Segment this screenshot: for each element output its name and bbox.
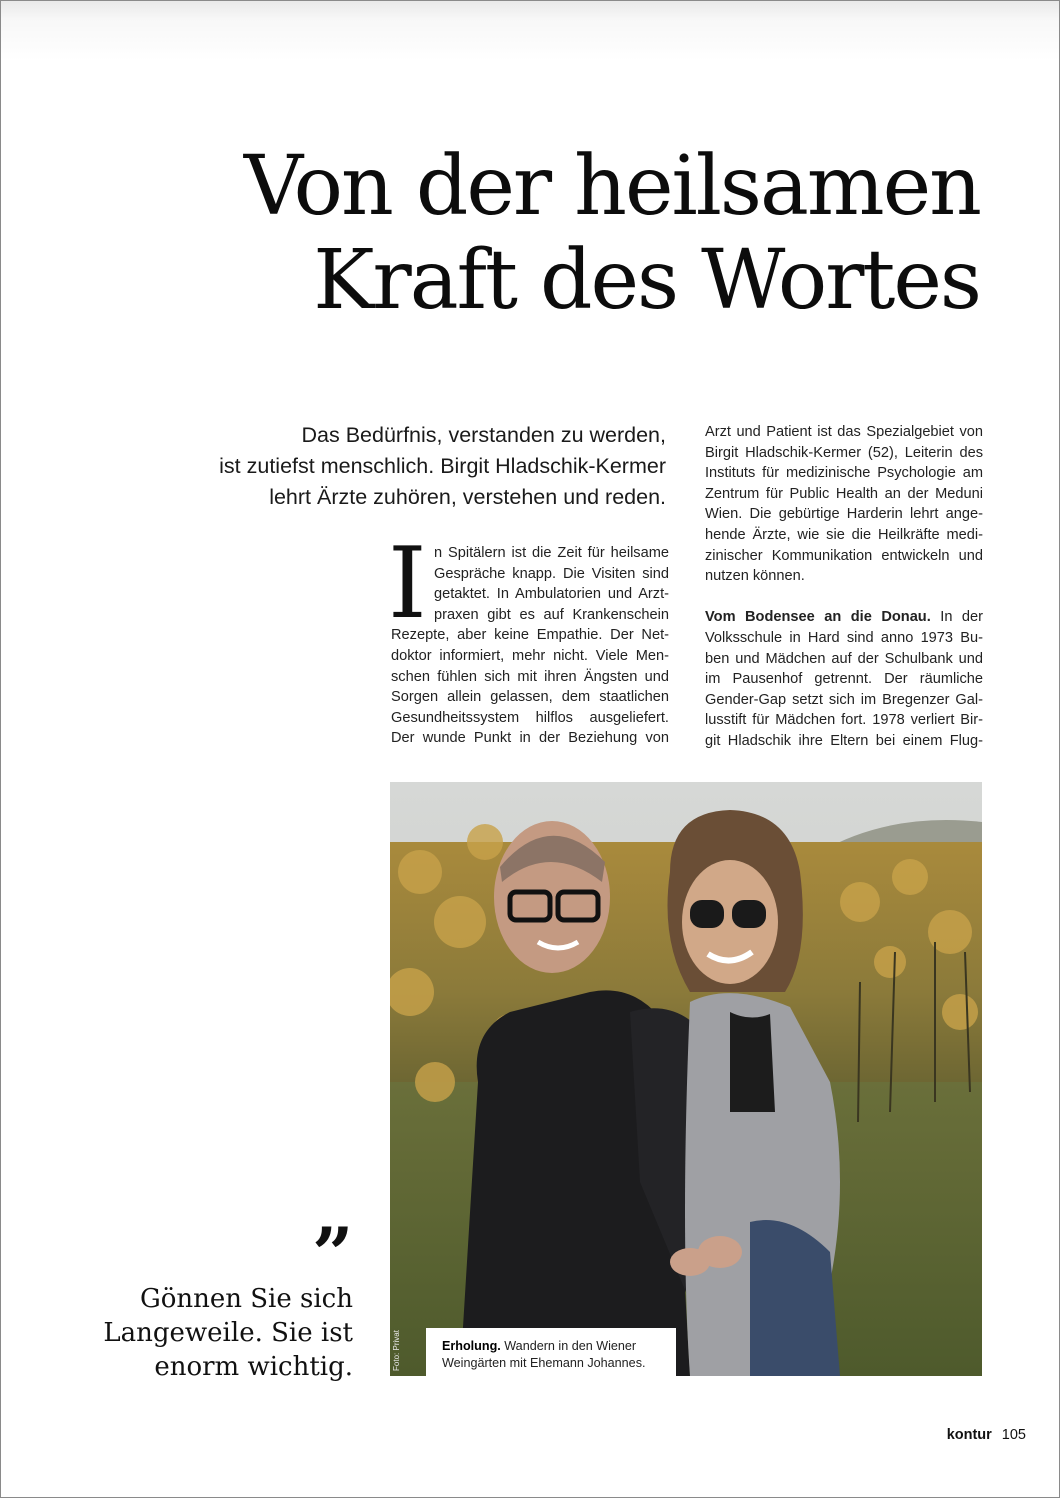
subhead: Vom Bodensee an die Donau. [705,609,931,626]
photo-caption [426,1328,676,1376]
standfirst [106,420,666,513]
standfirst-line: ist zutiefst menschlich. Birgit Hladschik-Kermer [219,454,666,478]
standfirst-line: Das Bedürfnis, verstanden zu werden, [301,423,666,447]
body-line: im Pausenhof getrennt. Der räumliche [705,671,983,688]
body-line: doktor informiert, mehr nicht. Viele Men- [391,647,669,664]
body-line: n Spitälern ist die Zeit für heilsame [434,545,669,561]
body-line: getaktet. In Ambulatorien und Arzt- [434,586,669,603]
body-line: zinischer Kommunikation entwickeln und [705,547,983,564]
body-line: ben und Mädchen auf der Schulbank und [705,650,983,667]
photo-illustration [390,782,982,1376]
body-line: Zentrum für Public Health an der Meduni [705,485,983,502]
body-line: praxen gibt es auf Krankenschein [434,606,669,623]
body-line: Gender-Gap setzt sich im Bregenzer Gal- [705,691,983,708]
page-footer [947,1427,1026,1443]
subhead-rest: In der [930,609,984,626]
pull-quote-line: enorm wichtig. [154,1352,353,1382]
body-column-left [388,527,669,749]
photo-credit [392,1330,406,1374]
headline-line: Kraft des Wortes [313,233,980,328]
pull-quote-line: Langeweile. Sie ist [103,1318,353,1348]
photo-credit-text: Foto: Privat [391,1330,401,1371]
body-line: lusstift für Mädchen fort. 1978 verliert Bir- [705,712,983,729]
body-line: nutzen können. [705,568,805,585]
body-line: Gespräche knapp. Die Visiten sind [434,565,669,582]
page-number: 105 [1001,1427,1026,1443]
quote-icon: ” [312,1211,354,1296]
pull-quote-line: Gönnen Sie sich [139,1284,353,1314]
pull-quote [103,1282,353,1384]
caption-title: Erholung. [442,1339,501,1353]
subhead-line [705,607,983,628]
body-line: Arzt und Patient ist das Spezialgebiet von [705,424,983,440]
standfirst-line: lehrt Ärzte zuhören, verstehen und reden. [269,485,666,509]
body-line: Gesundheitssystem hilflos ausgeliefert. [391,709,669,726]
body-line: hende Ärzte, wie sie die Heilkräfte medi- [705,526,983,543]
body-line: git Hladschik ihre Eltern bei einem Flug- [705,732,983,749]
body-line: Volksschule in Hard sind anno 1973 Bu- [705,629,983,646]
magazine-name: kontur [946,1427,992,1443]
body-line: Birgit Hladschik-Kermer (52), Leiterin des [705,444,983,461]
article-photo [390,782,982,1376]
body-line: Instituts für medizinische Psychologie am [705,465,983,482]
paragraph-gap [705,587,983,608]
body-line: Der wunde Punkt in der Beziehung von [391,730,669,747]
body-line: schen fühlen sich mit ihren Ängsten und [391,668,669,685]
headline-line: Von der heilsamen [243,139,980,234]
caption-text: Wandern in den Wiener [500,1339,637,1353]
body-line: Wien. Die gebürtige Harderin lehrt ange- [705,506,983,523]
dropcap: I [388,527,427,641]
body-line: Rezepte, aber keine Empathie. Der Net- [391,627,669,644]
headline [244,140,980,328]
caption-text-line2: Weingärten mit Ehemann Johannes. [442,1356,646,1370]
body-column-right [705,422,983,752]
body-line: Sorgen allein gelassen, dem staatlichen [391,689,669,706]
